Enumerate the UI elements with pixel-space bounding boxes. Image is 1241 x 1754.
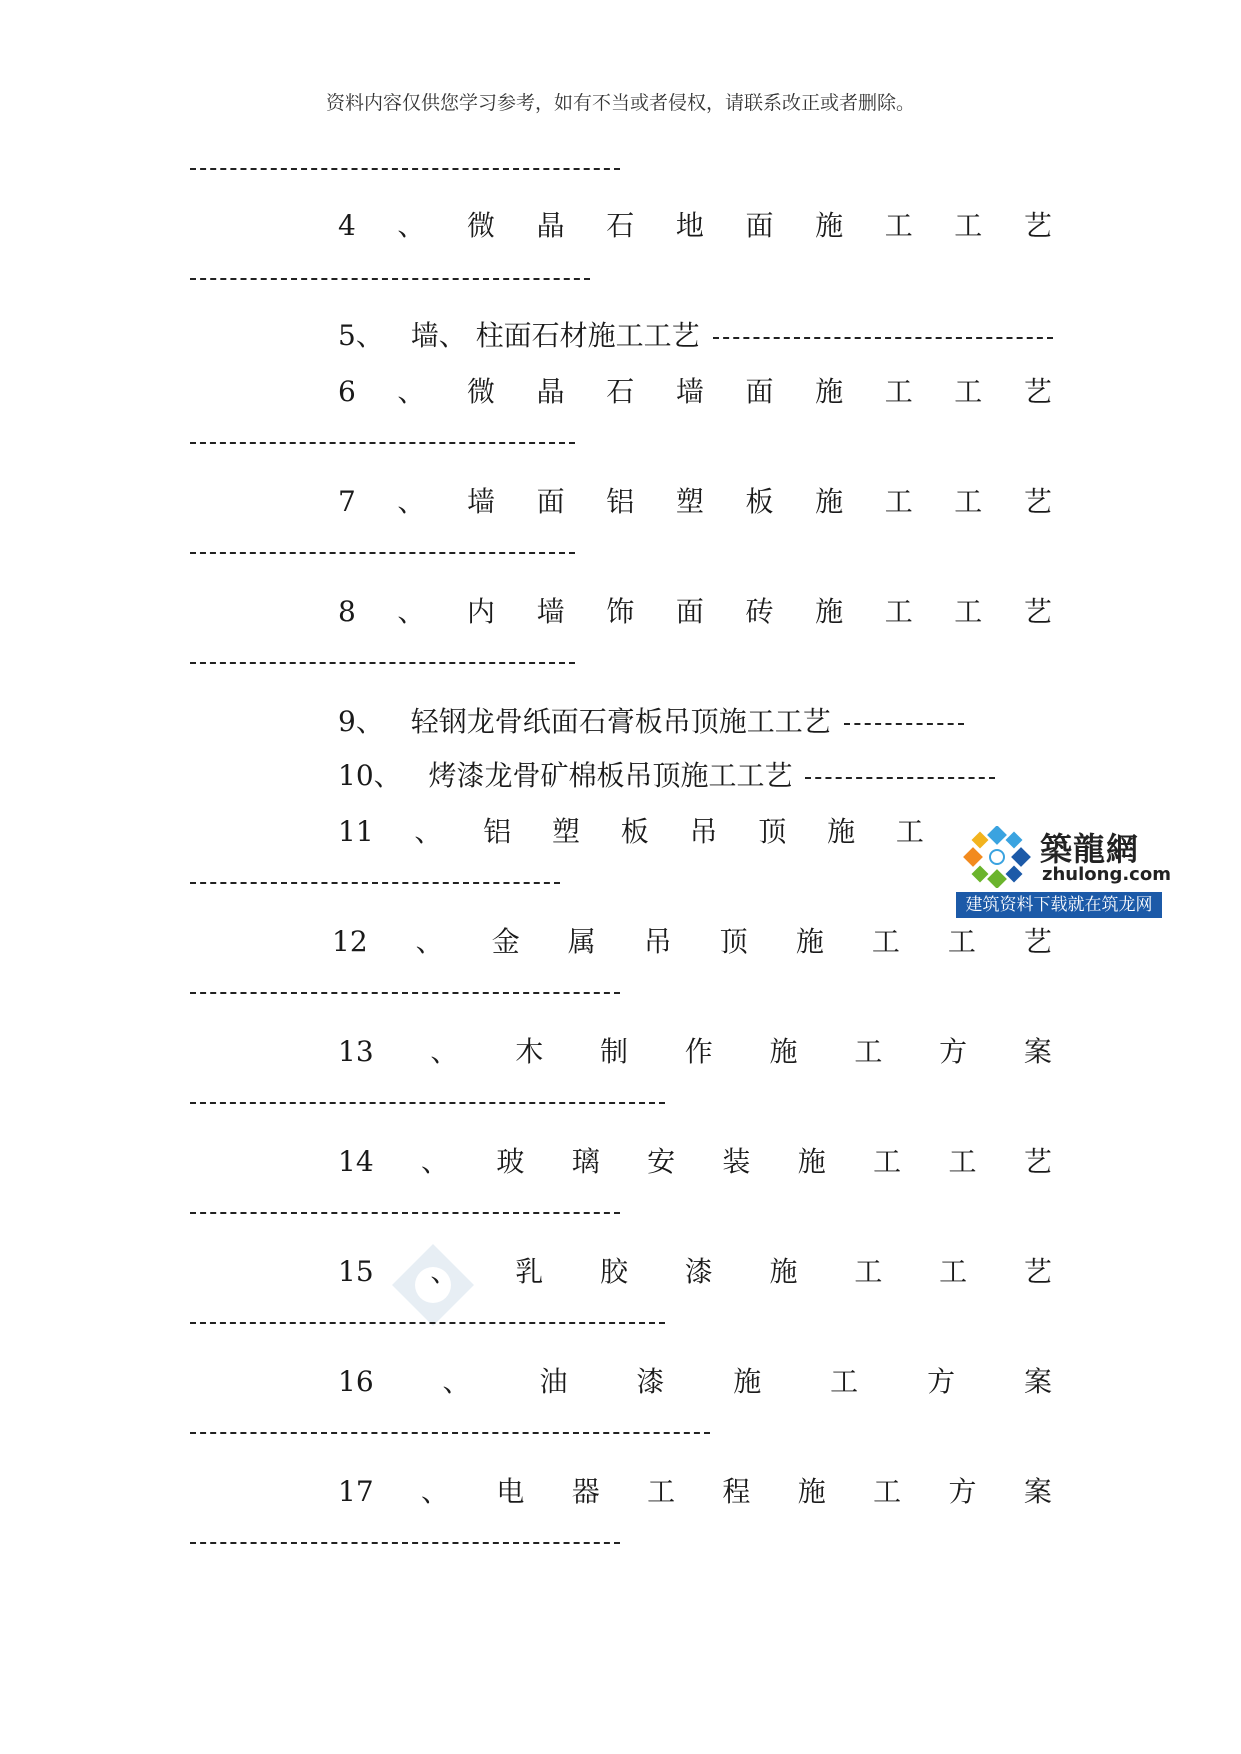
entry-number: 5、 bbox=[338, 319, 384, 352]
entry-title: 轻钢龙骨纸面石膏板吊顶施工工艺 bbox=[410, 705, 831, 738]
entry-char: 工 bbox=[884, 209, 913, 242]
entry-char: 工 bbox=[954, 485, 983, 518]
entry-separator: 、 bbox=[397, 485, 426, 518]
toc-entry-17 bbox=[338, 1476, 1052, 1508]
entry-char: 地 bbox=[675, 209, 704, 242]
entry-char: 艺 bbox=[1023, 1145, 1052, 1178]
entry-char: 案 bbox=[1023, 1035, 1052, 1068]
entry-char: 吊 bbox=[643, 925, 672, 958]
entry-char: 墙 bbox=[536, 595, 565, 628]
entry-char: 施 bbox=[815, 375, 844, 408]
entry-number: 4 bbox=[338, 209, 356, 242]
entry-char: 砖 bbox=[745, 595, 774, 628]
leader-line bbox=[190, 1542, 620, 1544]
entry-char: 制 bbox=[599, 1035, 628, 1068]
entry-char: 施 bbox=[769, 1035, 798, 1068]
entry-number: 8 bbox=[338, 595, 356, 628]
toc-entry-13 bbox=[338, 1036, 1052, 1068]
toc-entry-14 bbox=[338, 1146, 1052, 1178]
entry-separator: 、 bbox=[397, 595, 426, 628]
toc-entry-16 bbox=[338, 1366, 1052, 1398]
logo-chinese: 築龍網 bbox=[1040, 830, 1140, 868]
entry-char: 顶 bbox=[719, 925, 748, 958]
leader-line bbox=[190, 278, 590, 280]
entry-char: 安 bbox=[647, 1145, 676, 1178]
entry-char: 工 bbox=[884, 595, 913, 628]
entry-char: 乳 bbox=[515, 1255, 544, 1288]
entry-separator: 、 bbox=[397, 209, 426, 242]
logo-english: zhulong.com bbox=[1042, 864, 1171, 885]
toc-entry-5 bbox=[338, 320, 1053, 352]
toc-entry-9 bbox=[338, 706, 964, 738]
entry-char: 工 bbox=[884, 485, 913, 518]
entry-char: 工 bbox=[939, 1255, 968, 1288]
entry-char: 施 bbox=[797, 1145, 826, 1178]
entry-char: 面 bbox=[675, 595, 704, 628]
logo-slogan: 建筑资料下载就在筑龙网 bbox=[956, 892, 1162, 918]
leader-line bbox=[190, 662, 575, 664]
entry-char: 吊 bbox=[689, 815, 718, 848]
entry-char: 工 bbox=[948, 1145, 977, 1178]
entry-char: 微 bbox=[467, 209, 496, 242]
entry-char: 艺 bbox=[1023, 1255, 1052, 1288]
entry-char: 板 bbox=[745, 485, 774, 518]
entry-char: 晶 bbox=[536, 375, 565, 408]
entry-number: 10、 bbox=[338, 759, 402, 792]
leader-line bbox=[190, 1102, 665, 1104]
entry-char: 木 bbox=[515, 1035, 544, 1068]
entry-char: 施 bbox=[815, 485, 844, 518]
leader-line bbox=[805, 777, 995, 779]
toc-entry-6 bbox=[338, 376, 1052, 408]
entry-char: 金 bbox=[491, 925, 520, 958]
entry-char: 玻 bbox=[496, 1145, 525, 1178]
entry-char: 属 bbox=[567, 925, 596, 958]
entry-char: 程 bbox=[722, 1475, 751, 1508]
entry-char: 施 bbox=[797, 1475, 826, 1508]
toc-entry-10 bbox=[338, 760, 995, 792]
entry-char: 石 bbox=[606, 209, 635, 242]
entry-char: 方 bbox=[939, 1035, 968, 1068]
toc-entry-7 bbox=[338, 486, 1052, 518]
entry-number: 9、 bbox=[338, 705, 384, 738]
entry-char: 工 bbox=[954, 209, 983, 242]
entry-number: 7 bbox=[338, 485, 356, 518]
entry-char: 工 bbox=[830, 1365, 859, 1398]
leader-line bbox=[190, 882, 560, 884]
entry-char: 铝 bbox=[483, 815, 512, 848]
entry-char: 工 bbox=[854, 1255, 883, 1288]
entry-separator: 、 bbox=[430, 1035, 459, 1068]
leader-line bbox=[190, 1432, 710, 1434]
entry-char: 作 bbox=[684, 1035, 713, 1068]
entry-title: 墙、 柱面石材施工工艺 bbox=[410, 319, 700, 352]
leader-line bbox=[190, 1212, 620, 1214]
entry-char: 艺 bbox=[1023, 375, 1052, 408]
entry-char: 铝 bbox=[606, 485, 635, 518]
leader-line bbox=[190, 992, 620, 994]
entry-char: 漆 bbox=[684, 1255, 713, 1288]
entry-number: 13 bbox=[338, 1035, 374, 1068]
entry-char: 工 bbox=[884, 375, 913, 408]
zhulong-logo bbox=[956, 820, 1171, 920]
entry-char: 案 bbox=[1023, 1475, 1052, 1508]
entry-separator: 、 bbox=[415, 925, 444, 958]
header-note: 资料内容仅供您学习参考，如有不当或者侵权，请联系改正或者删除。 bbox=[325, 92, 915, 114]
entry-char: 工 bbox=[873, 1475, 902, 1508]
entry-char: 案 bbox=[1023, 1365, 1052, 1398]
entry-char: 艺 bbox=[1023, 485, 1052, 518]
entry-char: 施 bbox=[827, 815, 856, 848]
entry-char: 顶 bbox=[758, 815, 787, 848]
leader-line bbox=[190, 552, 575, 554]
entry-number: 12 bbox=[332, 925, 368, 958]
entry-char: 内 bbox=[467, 595, 496, 628]
entry-separator: 、 bbox=[420, 1475, 449, 1508]
entry-char: 施 bbox=[815, 209, 844, 242]
entry-number: 11 bbox=[338, 815, 374, 848]
entry-separator: 、 bbox=[397, 375, 426, 408]
entry-separator: 、 bbox=[430, 1255, 459, 1288]
entry-char: 璃 bbox=[571, 1145, 600, 1178]
entry-char: 施 bbox=[795, 925, 824, 958]
toc-entry-15 bbox=[338, 1256, 1052, 1288]
entry-number: 15 bbox=[338, 1255, 374, 1288]
entry-char: 面 bbox=[536, 485, 565, 518]
entry-char: 方 bbox=[948, 1475, 977, 1508]
entry-char: 油 bbox=[539, 1365, 568, 1398]
entry-char: 微 bbox=[467, 375, 496, 408]
entry-char: 面 bbox=[745, 375, 774, 408]
toc-entry-4 bbox=[338, 210, 1052, 242]
entry-separator: 、 bbox=[420, 1145, 449, 1178]
entry-char: 工 bbox=[947, 925, 976, 958]
entry-char: 艺 bbox=[1023, 595, 1052, 628]
entry-char: 晶 bbox=[536, 209, 565, 242]
entry-char: 工 bbox=[854, 1035, 883, 1068]
entry-number: 17 bbox=[338, 1475, 374, 1508]
entry-char: 工 bbox=[895, 815, 924, 848]
entry-char: 石 bbox=[606, 375, 635, 408]
entry-number: 14 bbox=[338, 1145, 374, 1178]
entry-char: 艺 bbox=[1023, 925, 1052, 958]
leader-line bbox=[190, 168, 620, 170]
entry-char: 工 bbox=[647, 1475, 676, 1508]
toc-entry-11 bbox=[338, 816, 924, 848]
toc-entry-8 bbox=[338, 596, 1052, 628]
toc-entry-12 bbox=[332, 926, 1052, 958]
entry-char: 艺 bbox=[1023, 209, 1052, 242]
entry-separator: 、 bbox=[414, 815, 443, 848]
entry-char: 塑 bbox=[551, 815, 580, 848]
entry-char: 塑 bbox=[675, 485, 704, 518]
leader-line bbox=[190, 442, 575, 444]
entry-char: 墙 bbox=[467, 485, 496, 518]
entry-number: 6 bbox=[338, 375, 356, 408]
entry-char: 饰 bbox=[606, 595, 635, 628]
entry-number: 16 bbox=[338, 1365, 374, 1398]
entry-char: 装 bbox=[722, 1145, 751, 1178]
entry-char: 方 bbox=[927, 1365, 956, 1398]
entry-title: 烤漆龙骨矿棉板吊顶施工工艺 bbox=[428, 759, 793, 792]
entry-char: 胶 bbox=[599, 1255, 628, 1288]
snowflake-logo-icon bbox=[962, 826, 1032, 888]
entry-char: 工 bbox=[954, 595, 983, 628]
entry-char: 面 bbox=[745, 209, 774, 242]
entry-char: 工 bbox=[954, 375, 983, 408]
entry-char: 漆 bbox=[636, 1365, 665, 1398]
entry-char: 板 bbox=[620, 815, 649, 848]
leader-line bbox=[713, 337, 1053, 339]
entry-char: 墙 bbox=[675, 375, 704, 408]
leader-line bbox=[844, 723, 964, 725]
entry-char: 电 bbox=[496, 1475, 525, 1508]
leader-line bbox=[190, 1322, 665, 1324]
entry-separator: 、 bbox=[442, 1365, 471, 1398]
entry-char: 施 bbox=[733, 1365, 762, 1398]
entry-char: 工 bbox=[871, 925, 900, 958]
entry-char: 器 bbox=[571, 1475, 600, 1508]
entry-char: 施 bbox=[815, 595, 844, 628]
entry-char: 工 bbox=[873, 1145, 902, 1178]
entry-char: 施 bbox=[769, 1255, 798, 1288]
